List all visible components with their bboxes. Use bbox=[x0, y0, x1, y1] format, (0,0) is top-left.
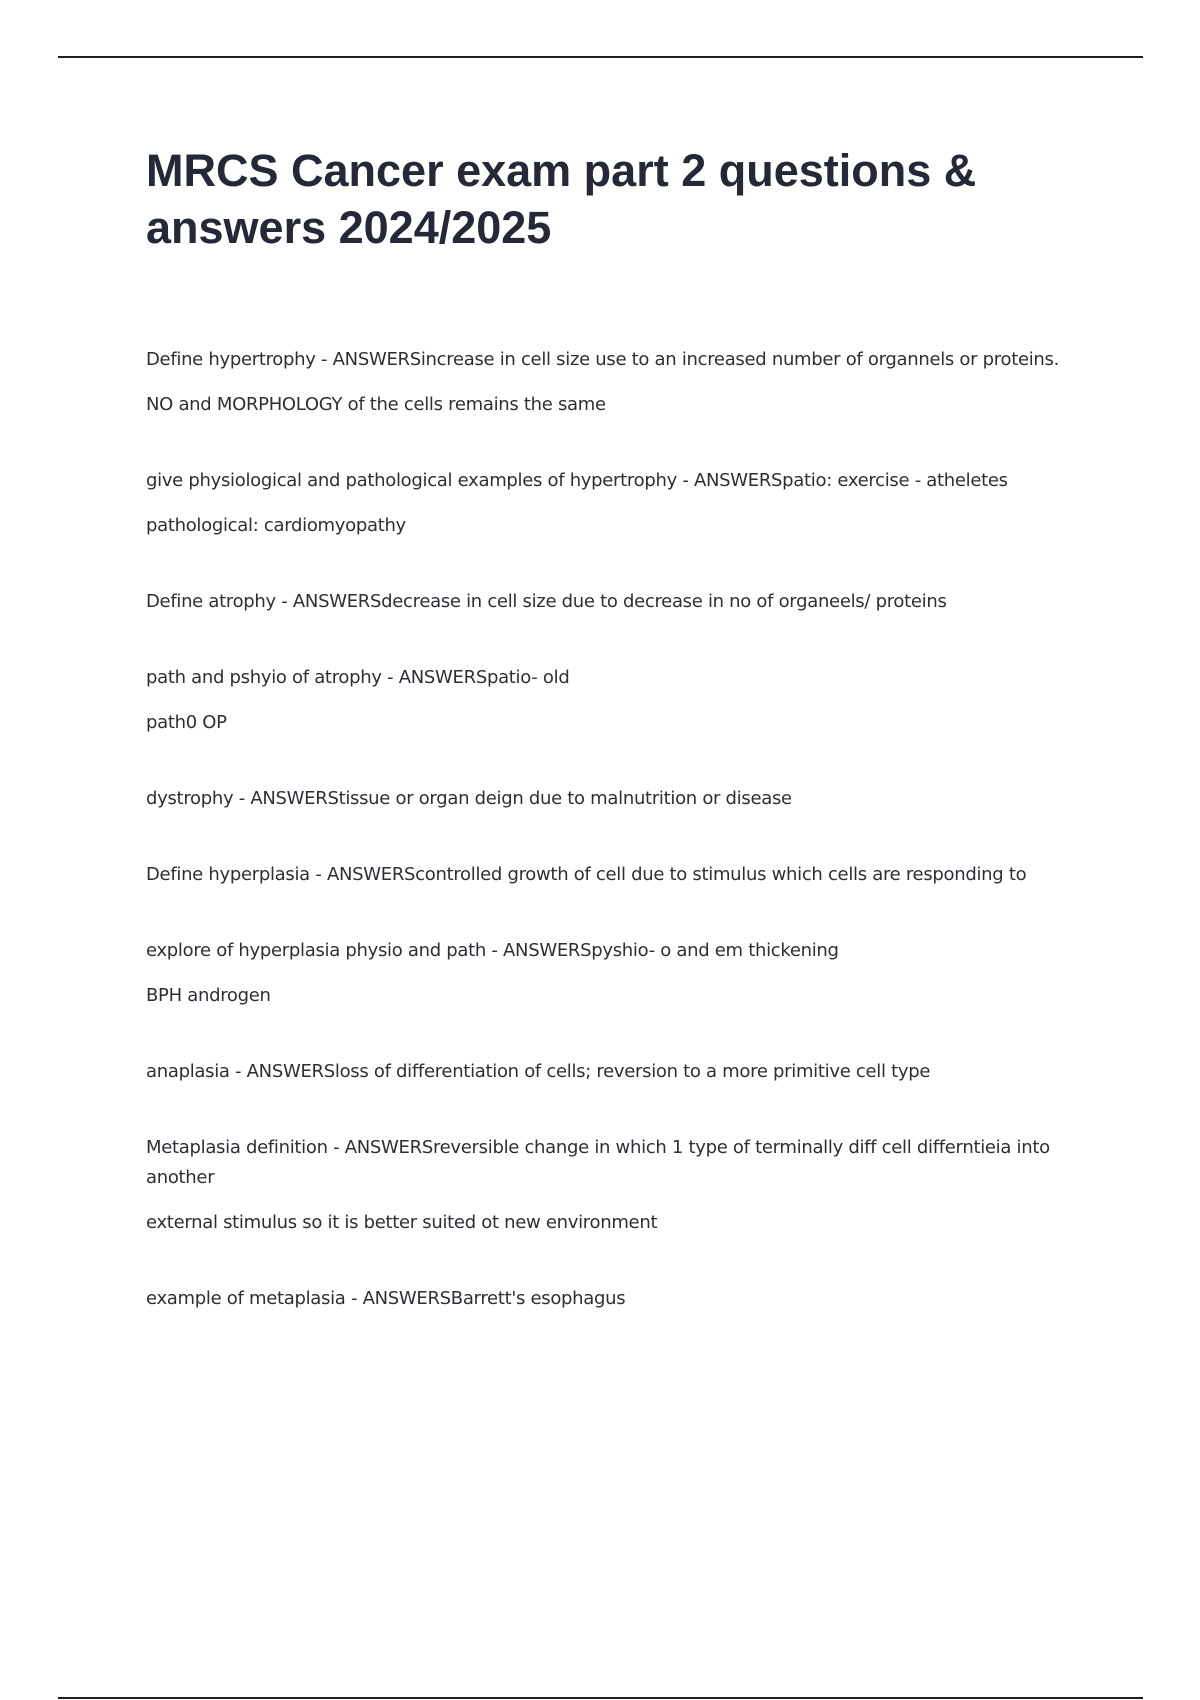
top-rule bbox=[58, 56, 1143, 58]
qa-entry bbox=[146, 663, 1086, 738]
qa-line: Define hypertrophy - ANSWERSincrease in cell size use to an increased number of organnels or proteins. bbox=[146, 349, 1060, 370]
qa-entry bbox=[146, 1284, 1086, 1314]
qa-line: BPH androgen bbox=[146, 985, 271, 1006]
document-title: MRCS Cancer exam part 2 questions & answers 2024/2025 bbox=[146, 145, 977, 253]
qa-line: Metaplasia definition - ANSWERSreversible change in which 1 type of terminally diff cell differntieia into another bbox=[146, 1137, 1050, 1188]
qa-entry bbox=[146, 784, 1086, 814]
qa-list bbox=[146, 345, 1086, 1329]
qa-line: Define hyperplasia - ANSWERScontrolled growth of cell due to stimulus which cells are responding to bbox=[146, 864, 1027, 885]
qa-entry bbox=[146, 587, 1086, 617]
qa-entry bbox=[146, 345, 1086, 420]
qa-entry bbox=[146, 1133, 1086, 1238]
qa-line: explore of hyperplasia physio and path - ANSWERSpyshio- o and em thickening bbox=[146, 940, 839, 961]
qa-entry bbox=[146, 466, 1086, 541]
qa-line: path and pshyio of atrophy - ANSWERSpatio- old bbox=[146, 667, 570, 688]
qa-line: external stimulus so it is better suited ot new environment bbox=[146, 1212, 658, 1233]
qa-line: dystrophy - ANSWERStissue or organ deign due to malnutrition or disease bbox=[146, 788, 792, 809]
qa-line: pathological: cardiomyopathy bbox=[146, 515, 406, 536]
qa-entry bbox=[146, 1057, 1086, 1087]
qa-line: NO and MORPHOLOGY of the cells remains the same bbox=[146, 394, 606, 415]
qa-line: Define atrophy - ANSWERSdecrease in cell size due to decrease in no of organeels/ proteins bbox=[146, 591, 947, 612]
qa-line: give physiological and pathological examples of hypertrophy - ANSWERSpatio: exercise - atheletes bbox=[146, 470, 1008, 491]
qa-line: anaplasia - ANSWERSloss of differentiation of cells; reversion to a more primitive cell type bbox=[146, 1061, 931, 1082]
bottom-rule bbox=[58, 1697, 1143, 1699]
qa-line: path0 OP bbox=[146, 712, 227, 733]
qa-entry bbox=[146, 936, 1086, 1011]
qa-line: example of metaplasia - ANSWERSBarrett's esophagus bbox=[146, 1288, 626, 1309]
qa-entry bbox=[146, 860, 1086, 890]
